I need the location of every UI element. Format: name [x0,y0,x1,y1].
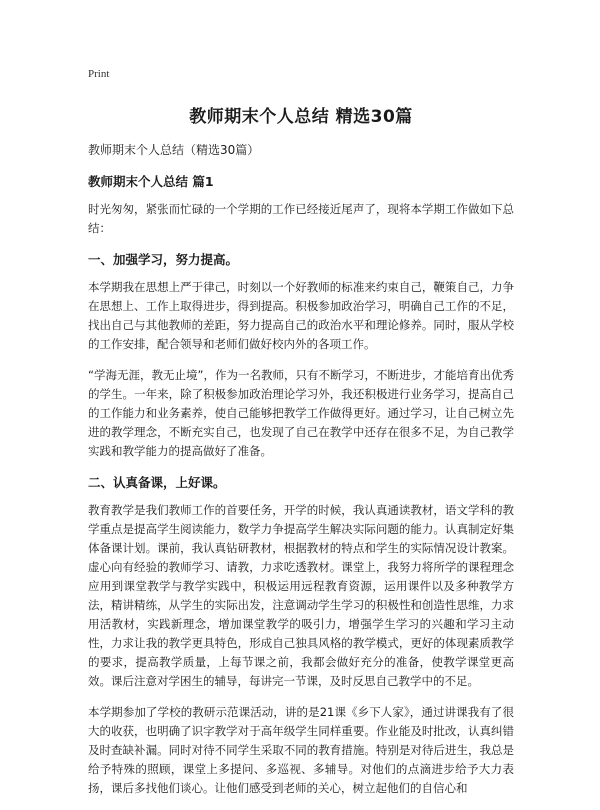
section-heading-1: 一、加强学习，努力提高。 [88,252,239,267]
piece-heading: 教师期末个人总结 篇1 [88,174,214,189]
intro-paragraph: 时光匆匆，紧张而忙碌的一个学期的工作已经接近尾声了，现将本学期工作做如下总结： [88,202,514,235]
section1-paragraph-2: “学海无涯，教无止境”，作为一名教师，只有不断学习，不断进步，才能培育出优秀的学生。一年来，除了积极参加政治理论学习外，我还积极进行业务学习，提高自己的工作能力和业务素养，使自己能够把教学工作做得更好。通过学习，让自己树立先进的教学理念，不断充实自己，也发现了自己在教学中还存在很多不足，为自己教学实践和教学能力的提高做好了准备。 [88,368,514,458]
page-title: 教师期末个人总结 精选30篇 [189,107,413,127]
section-heading-2: 二、认真备课，上好课。 [88,475,226,490]
section2-paragraph-1: 教育教学是我们教师工作的首要任务，开学的时候，我认真通读教材，语文学科的教学重点是提高学生阅读能力，数学力争提高学生解决实际问题的能力。认真制定好集体备课计划。课前，我认真钻研教材，根据教材的特点和学生的实际情况设计教案。虚心向有经验的教师学习、请教，力求吃透教材。课堂上，我努力将所学的课程理念应用到课堂教学与教学实践中，积极运用远程教育资源，运用课件以及多种教学方法，精讲精练，从学生的实际出发，注意调动学生学习的积极性和创造性思维，力求用活教材，实践新理念，增加课堂教学的吸引力，增强学生学习的兴趣和学习主动性，力求让我的教学更具特色，形成自己独具风格的教学模式，更好的体现素质教学的要求，提高教学质量，上每节课之前，我都会做好充分的准备，使教学课堂更高效。课后注意对学困生的辅导，每讲完一节课，及时反思自己教学中的不足。 [88,503,514,688]
section1-paragraph-1: 本学期我在思想上严于律己，时刻以一个好教师的标准来约束自己，鞭策自己，力争在思想上、工作上取得进步，得到提高。积极参加政治学习，明确自己工作的不足，找出自己与其他教师的差距，努力提高自己的政治水平和理论修养。同时，服从学校的工作安排，配合领导和老师们做好校内外的各项工作。 [88,280,514,351]
print-link[interactable]: Print [88,68,110,80]
document-page [88,68,514,810]
section2-paragraph-2: 本学期参加了学校的教研示范课活动，讲的是21课《乡下人家》，通过讲课我有了很大的收获，也明确了识字教学对于高年级学生同样重要。作业能及时批改，认真纠错及时查缺补漏。同时对待不同学生采取不同的教育措施。特别是对待后进生，我总是给予特殊的照顾，课堂上多提问、多巡视、多辅导。对他们的点滴进步给予大力表扬，课后多找他们谈心。让他们感受到老师的关心，树立起他们的自信心和 [88,705,514,795]
document-subtitle: 教师期末个人总结（精选30篇） [88,143,260,157]
